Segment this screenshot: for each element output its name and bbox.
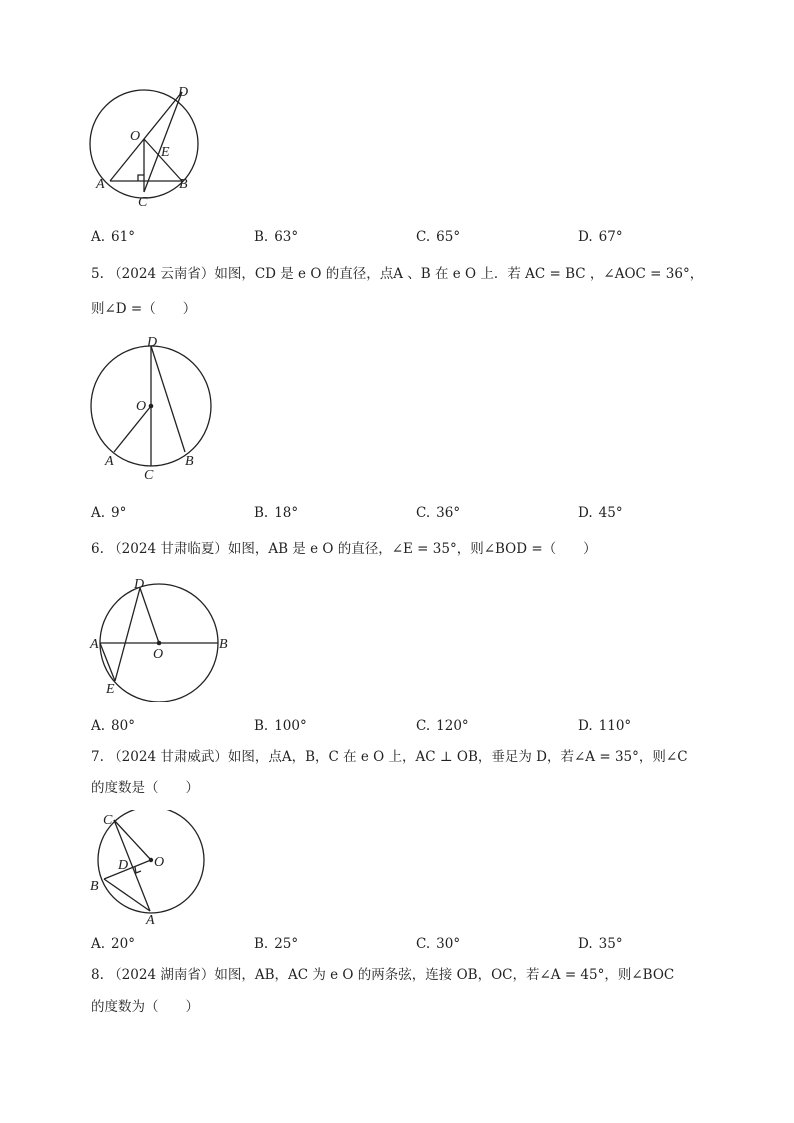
q5-label-D: D	[147, 335, 158, 350]
q5-label-B: B	[185, 454, 194, 469]
q7-option-c: C. 30°	[416, 936, 461, 952]
q7-label-D: D	[118, 858, 129, 873]
q5-label-C: C	[144, 468, 154, 482]
q7-option-d: D. 35°	[578, 936, 623, 952]
q6-label-D: D	[134, 577, 145, 592]
q4-label-E: E	[161, 145, 170, 160]
q6-label-O: O	[153, 647, 164, 662]
q5-figure	[84, 332, 224, 482]
q7-label-B: B	[90, 879, 99, 894]
q7-stem-line1: 7. （2024 甘肃威武）如图，点A，B，C 在 e O 上，AC ⊥ OB，垂足为 D，若∠A = 35°，则∠C	[91, 749, 688, 765]
q7-label-C: C	[103, 813, 113, 828]
q7-figure	[88, 810, 218, 928]
q4-figure	[80, 84, 220, 214]
q4-option-c: C. 65°	[416, 229, 461, 245]
q4-label-B: B	[179, 177, 188, 192]
q5-label-O: O	[136, 399, 147, 414]
q7-stem-line2: 的度数是（ ）	[91, 780, 199, 796]
q6-label-A: A	[90, 637, 99, 652]
q7-label-O: O	[154, 855, 165, 870]
q4-label-C: C	[138, 195, 148, 210]
q4-label-O: O	[130, 129, 141, 144]
q6-option-d: D. 110°	[578, 718, 632, 734]
q5-option-a: A. 9°	[91, 505, 127, 521]
q4-label-A: A	[96, 177, 105, 192]
q5-stem-line2: 则∠D =（ ）	[91, 301, 197, 317]
q7-label-A: A	[146, 913, 155, 928]
q6-label-B: B	[219, 637, 228, 652]
q5-option-c: C. 36°	[416, 505, 461, 521]
q4-option-a: A. 61°	[91, 229, 135, 245]
q6-stem-line1: 6. （2024 甘肃临夏）如图，AB 是 e O 的直径，∠E = 35°，则∠BOD =（ ）	[91, 541, 597, 557]
q5-stem-line1: 5. （2024 云南省）如图，CD 是 e O 的直径，点A 、B 在 e O 上．若 AC = BC ，∠AOC = 36°，	[91, 266, 704, 282]
q6-figure	[88, 572, 238, 702]
q5-option-d: D. 45°	[578, 505, 623, 521]
q5-label-A: A	[105, 454, 114, 469]
q6-option-a: A. 80°	[91, 718, 135, 734]
q8-stem-line1: 8. （2024 湖南省）如图，AB，AC 为 e O 的两条弦，连接 OB，OC，若∠A = 45°，则∠BOC	[91, 967, 675, 983]
q8-stem-line2: 的度数为（ ）	[91, 999, 199, 1015]
q7-option-a: A. 20°	[91, 936, 135, 952]
q6-label-E: E	[106, 682, 115, 697]
q6-option-b: B. 100°	[254, 718, 307, 734]
q4-option-b: B. 63°	[254, 229, 299, 245]
q7-option-b: B. 25°	[254, 936, 299, 952]
q5-option-b: B. 18°	[254, 505, 299, 521]
q6-option-c: C. 120°	[416, 718, 469, 734]
q4-option-d: D. 67°	[578, 229, 623, 245]
q4-label-D: D	[178, 85, 189, 100]
